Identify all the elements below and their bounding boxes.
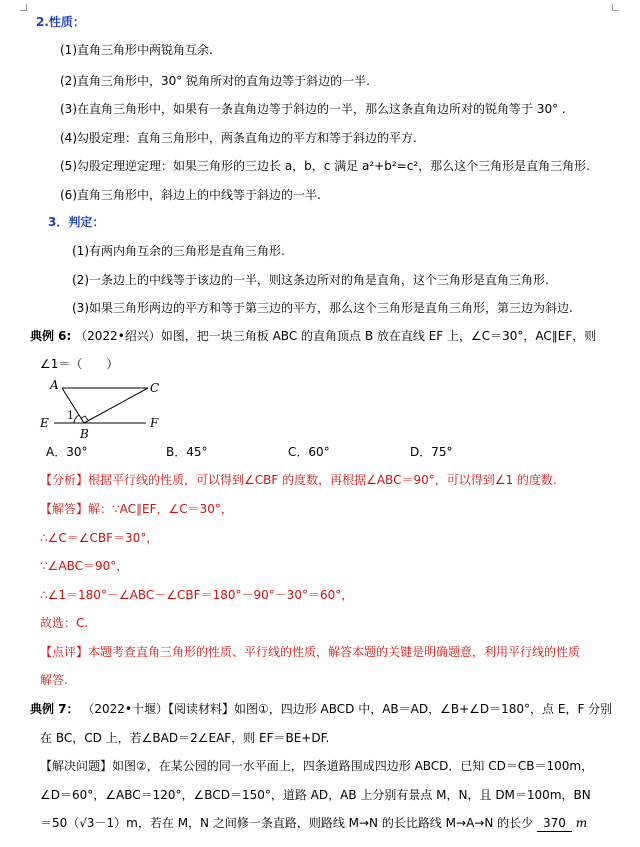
example7-unit: m: [575, 816, 588, 830]
corner-mark-top-left: [20, 4, 27, 11]
section2-item-3: (3)在直角三角形中，如果有一条直角边等于斜边的一半，那么这条直角边所对的锐角等于 30° .: [60, 102, 566, 116]
example6-solution-4: ∴∠1＝180°－∠ABC－∠CBF＝180°－90°－30°＝60°，: [40, 588, 354, 602]
example6-label: 典例 6:: [30, 329, 72, 343]
example7-text-5: ＝50（√3－1）m，若在 M，N 之间修一条直路，则路线 M→N 的长比路线 M→A→N 的长少: [40, 816, 534, 830]
example7-text-1: （2022•十堰）【阅读材料】如图①，四边形 ABCD 中，AB＝AD，∠B+∠D＝180°，点 E，F 分别: [82, 702, 613, 716]
section3-item-3: (3)如果三角形两边的平方和等于第三边的平方，那么这个三角形是直角三角形，第三边为斜边.: [72, 301, 573, 315]
example7-line4: ∠D＝60°，∠ABC＝120°，∠BCD＝150°，道路 AD，AB 上分别有景点 M，N，且 DM＝100m，BN: [40, 788, 591, 802]
angle-arc: [74, 415, 79, 423]
label-angle-1: 1: [67, 409, 74, 422]
example6-solution-2: ∴∠C＝∠CBF＝30°，: [40, 531, 159, 545]
example6-line2: ∠1＝（ ）: [40, 357, 119, 371]
example7-line5: [40, 815, 587, 832]
example7-label: 典例 7：: [30, 702, 79, 716]
section3-item-2: (2)一条边上的中线等于该边的一半，则这条边所对的角是直角，这个三角形是直角三角形.: [72, 273, 549, 287]
section2-item-1: (1)直角三角形中两锐角互余.: [60, 43, 213, 57]
example6-analysis: 【分析】根据平行线的性质，可以得到∠CBF 的度数，再根据∠ABC＝90°，可以得到∠1 的度数.: [40, 473, 557, 487]
example7-line1: [30, 701, 612, 717]
section2-item-2: (2)直角三角形中，30° 锐角所对的直角边等于斜边的一半.: [60, 74, 370, 88]
label-a: A: [50, 378, 59, 392]
example7-answer: 370: [537, 815, 572, 832]
label-b: B: [80, 427, 89, 441]
example6-comment-1: 【点评】本题考查直角三角形的性质、平行线的性质，解答本题的关键是明确题意，利用平行线的性质: [40, 645, 581, 659]
label-c: C: [150, 381, 160, 395]
example6-comment-2: 解答.: [40, 673, 68, 687]
example6-option-c: C．60°: [288, 445, 330, 459]
example6-option-d: D．75°: [410, 445, 453, 459]
example6-option-a: A．30°: [46, 445, 88, 459]
line-bc: [84, 388, 148, 423]
example6-figure: [36, 376, 236, 446]
section3-item-1: (1)有两内角互余的三角形是直角三角形.: [72, 244, 285, 258]
example6-question: （2022•绍兴）如图，把一块三角板 ABC 的直角顶点 B 放在直线 EF 上，∠C＝30°，AC∥EF，则: [75, 329, 597, 343]
example6-line1: [30, 328, 596, 344]
corner-mark-top-right: [612, 4, 619, 11]
section2-item-5: (5)勾股定理逆定理：如果三角形的三边长 a，b，c 满足 a²+b²=c²，那么这个三角形是直角三角形.: [60, 159, 590, 173]
example7-line3: 【解决问题】如图②，在某公园的同一水平面上，四条道路围成四边形 ABCD．已知 CD＝CB＝100m，: [40, 759, 594, 773]
section2-item-4: (4)勾股定理：直角三角形中，两条直角边的平方和等于斜边的平方.: [60, 131, 417, 145]
section3-heading: 3．判定：: [48, 215, 105, 229]
example6-solution-5: 故选：C.: [40, 616, 89, 630]
example6-solution-1: 【解答】解：∵AC∥EF，∠C＝30°，: [40, 502, 233, 516]
example7-line2: 在 BC，CD 上，若∠BAD＝2∠EAF，则 EF＝BE+DF.: [40, 731, 330, 745]
section2-item-6: (6)直角三角形中，斜边上的中线等于斜边的一半.: [60, 188, 321, 202]
example6-option-b: B．45°: [166, 445, 208, 459]
label-f: F: [150, 416, 159, 430]
example6-solution-3: ∵∠ABC＝90°，: [40, 559, 129, 573]
label-e: E: [40, 416, 49, 430]
section2-heading: 2.性质：: [36, 15, 85, 29]
